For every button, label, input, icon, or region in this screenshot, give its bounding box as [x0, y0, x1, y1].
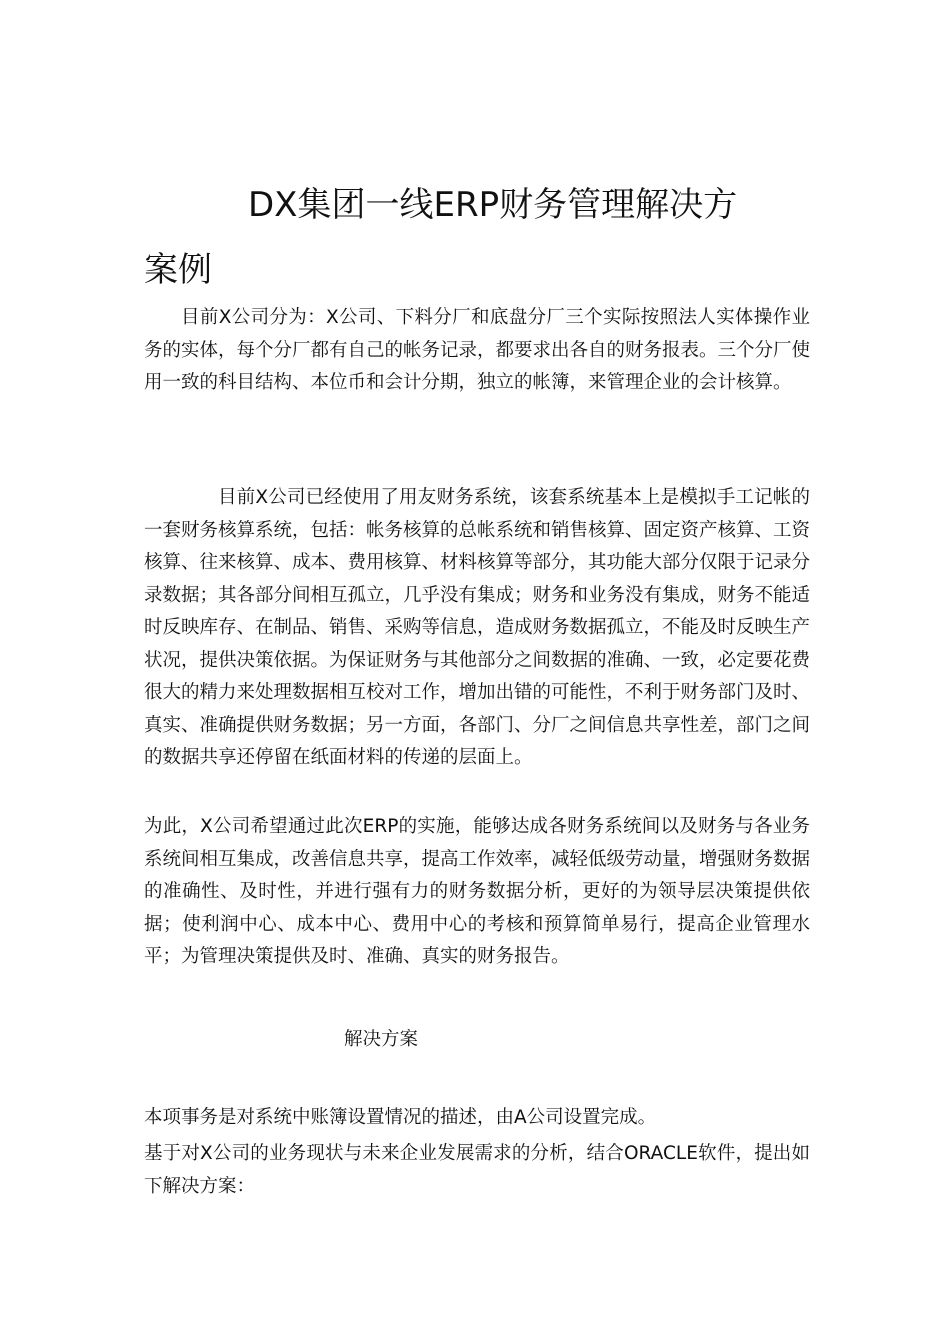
paragraph-current-system: 目前X公司已经使用了用友财务系统，该套系统基本上是模拟手工记帐的一套财务核算系统，包括：帐务核算的总帐系统和销售核算、固定资产核算、工资核算、往来核算、成本、费用核算、材料核算等部分，其功能大部分仅限于记录分录数据；其各部分间相互孤立，几乎没有集成；财务和业务没有集成，财务不能适时反映库存、在制品、销售、采购等信息，造成财务数据孤立，不能及时反映生产状况，提供决策依据。为保证财务与其他部分之间数据的准确、一致，必定要花费很大的精力来处理数据相互校对工作，增加出错的可能性，不利于财务部门及时、真实、准确提供财务数据；另一方面，各部门、分厂之间信息共享性差，部门之间的数据共享还停留在纸面材料的传递的层面上。 — [144, 487, 811, 768]
document-title: DX集团一线ERP财务管理解决方 — [248, 185, 738, 225]
paragraph-erp-goals: 为此，X公司希望通过此次ERP的实施，能够达成各财务系统间以及财务与各业务系统间相互集成，改善信息共享，提高工作效率，减轻低级劳动量，增强财务数据的准确性、及时性，并进行强有力的财务数据分析，更好的为领导层决策提供依据；使利润中心、成本中心、费用中心的考核和预算简单易行，提高企业管理水平；为管理决策提供及时、准确、真实的财务报告。 — [144, 816, 811, 967]
section-heading-solution: 解决方案 — [344, 1029, 419, 1050]
document-title-continued: 案例 — [144, 250, 212, 290]
paragraph-solution-intro: 基于对X公司的业务现状与未来企业发展需求的分析，结合ORACLE软件，提出如下解决方案： — [144, 1143, 810, 1197]
paragraph-company-structure: 目前X公司分为：X公司、下料分厂和底盘分厂三个实际按照法人实体操作业务的实体，每个分厂都有自己的帐务记录，都要求出各自的财务报表。三个分厂使用一致的科目结构、本位币和会计分期，独立的帐簿，来管理企业的会计核算。 — [144, 307, 811, 393]
paragraph-ledger-setup: 本项事务是对系统中账簿设置情况的描述，由A公司设置完成。 — [144, 1107, 657, 1128]
